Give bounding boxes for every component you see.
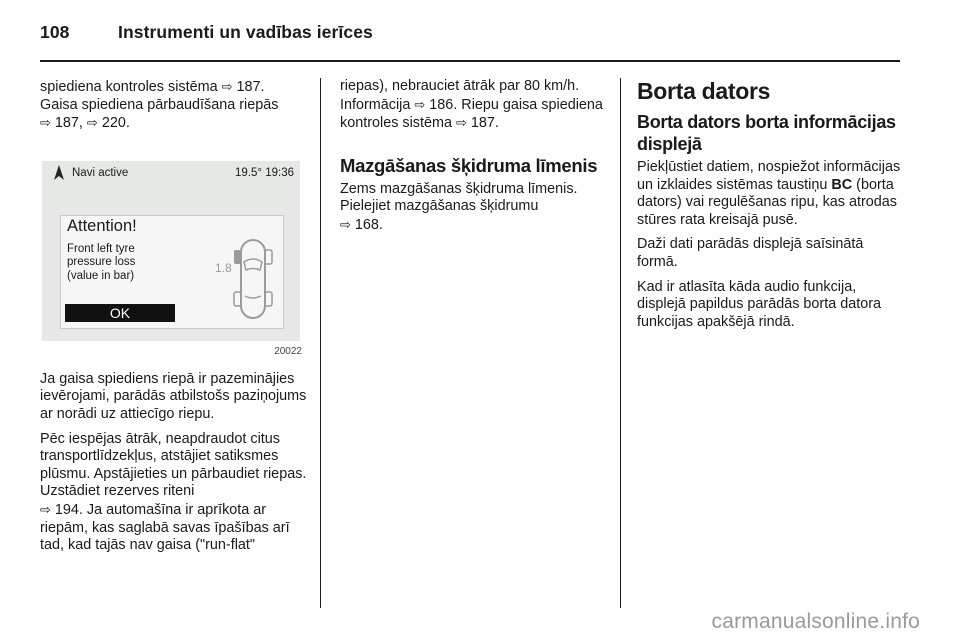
attention-title: Attention! [67, 216, 137, 235]
page-ref-arrow-icon: ⇨ [455, 115, 467, 131]
temperature-clock: 19.5° 19:36 [235, 166, 294, 179]
page-ref-arrow-icon: ⇨ [86, 115, 98, 131]
car-top-view-icon [231, 238, 275, 320]
page-ref-arrow-icon: ⇨ [414, 96, 426, 112]
page-ref-arrow-icon: ⇨ [340, 216, 351, 232]
header-rule [40, 60, 900, 62]
navi-status-label: Navi active [72, 166, 129, 179]
paragraph: Daži dati parādās displejā saīsinātā formā. [637, 236, 864, 270]
ok-button: OK [65, 304, 175, 322]
display-status-bar [42, 161, 300, 183]
intro-paragraph: spiediena kontroles sistēma ⇨ 187. Gaisa spiediena pārbaudīšana riepās ⇨ 187, ⇨ 220. [40, 79, 279, 132]
paragraph: Ja gaisa spiediens riepā ir pazeminājies ievērojami, parādās atbilstošs paziņojums ar norādi uz attiecīgo riepu. [40, 370, 307, 422]
display-screen [42, 161, 300, 341]
page-ref-arrow-icon: ⇨ [40, 501, 51, 517]
column-divider [320, 78, 321, 608]
figure-id: 20022 [274, 346, 302, 358]
page-ref-arrow-icon: ⇨ [40, 115, 51, 131]
navigation-arrow-icon [54, 165, 64, 180]
paragraph: Piekļūstiet datiem, nospiežot informācijas un izklaides sistēmas taustiņu BC (borta dators) vai regulēšanas ripu, kas atrodas stūres rata kreisajā pusē. [637, 159, 901, 228]
column-2 [340, 78, 608, 242]
page-number: 108 [40, 22, 70, 42]
watermark: carmanualsonline.info [711, 610, 920, 633]
section-heading: Mazgāšanas šķidruma līmenis [340, 154, 598, 176]
attention-message: Front left tyre pressure loss (value in bar) [67, 242, 136, 282]
page-header [40, 22, 373, 43]
page-ref-arrow-icon: ⇨ [221, 79, 233, 94]
column-1 [40, 78, 308, 562]
section-subtitle: Borta dators borta informācijas displejā [637, 112, 896, 154]
paragraph: Pēc iespējas ātrāk, neapdraudot citus transportlīdzekļus, atstājiet satiksmes plūsmu. Apstājieties un pārbaudiet riepas. Uzstādiet rezerves riteni ⇨ 194. Ja automašīna ir aprīkota ar riepām, kas saglabā savas īpašības arī tad, kad tajās nav gaisa ("run-flat" [40, 430, 307, 554]
chapter-title: Instrumenti un vadības ierīces [118, 22, 373, 42]
attention-panel [60, 215, 284, 329]
column-3 [637, 78, 907, 338]
paragraph: riepas), nebrauciet ātrāk par 80 km/h. Informācija ⇨ 186. Riepu gaisa spiediena kontroles sistēma ⇨ 187. [340, 78, 603, 132]
bc-key-label: BC [831, 176, 853, 193]
column-divider [620, 78, 621, 608]
pressure-value: 1.8 [215, 260, 232, 275]
paragraph: Zems mazgāšanas šķidruma līmenis. Pielejiet mazgāšanas šķidrumu ⇨ 168. [340, 180, 578, 233]
section-title: Borta dators [637, 78, 771, 104]
paragraph: Kad ir atlasīta kāda audio funkcija, displejā papildus parādās borta datora funkcijas apakšējā rindā. [637, 278, 882, 330]
tyre-pressure-display-figure [40, 147, 304, 365]
